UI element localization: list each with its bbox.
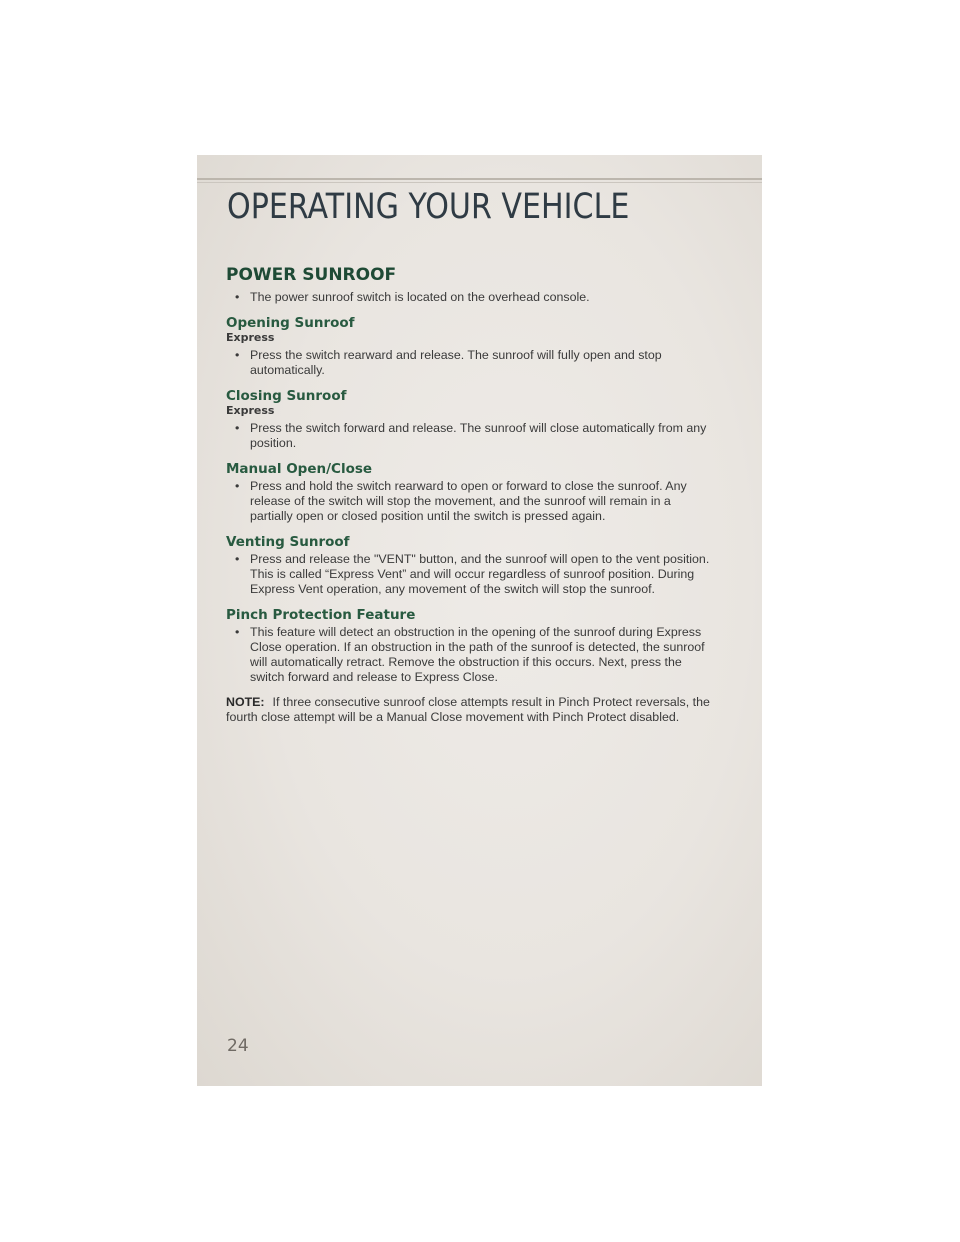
closing-bullet-list [226, 421, 716, 451]
bullet-item: • Press the switch rearward and release. The sunroof will fully open and stop automatically. [233, 348, 716, 378]
manual-page [197, 155, 762, 1086]
heading-manual-open-close: Manual Open/Close [226, 461, 373, 477]
header-rule [197, 178, 762, 180]
note-text: If three consecutive sunroof close attempts result in Pinch Protect reversals, the fourth close attempt will be a Manual Close movement with Pinch Protect disabled. [226, 695, 710, 724]
bullet-item: • Press and hold the switch rearward to open or forward to close the sunroof. Any release of the switch will stop the movement, and the sunroof will remain in a partially open or closed position until the switch is pressed again. [233, 479, 716, 524]
heading-closing-sunroof: Closing Sunroof [226, 388, 347, 404]
intro-bullet-list [226, 290, 716, 305]
heading-opening-sunroof: Opening Sunroof [226, 315, 355, 331]
section-header: OPERATING YOUR VEHICLE [227, 187, 630, 227]
header-rule-thin [197, 182, 762, 183]
page-content [226, 265, 716, 725]
subheading-express-open: Express [226, 331, 275, 344]
subheading-express-close: Express [226, 404, 275, 417]
opening-bullet-list [226, 348, 716, 378]
note-label: NOTE: [226, 695, 265, 709]
manual-bullet-list [226, 479, 716, 524]
pinch-bullet-list [226, 625, 716, 685]
bullet-item: • Press the switch forward and release. The sunroof will close automatically from any position. [233, 421, 716, 451]
heading-pinch-protection: Pinch Protection Feature [226, 607, 416, 623]
venting-bullet-list [226, 552, 716, 597]
note-paragraph [226, 695, 716, 725]
page-title: POWER SUNROOF [226, 265, 397, 285]
bullet-item: • Press and release the "VENT" button, and the sunroof will open to the vent position. This is called “Express Vent” and will occur regardless of sunroof position. During Express Vent operation, any movement of the switch will stop the sunroof. [233, 552, 716, 597]
bullet-item: • The power sunroof switch is located on the overhead console. [233, 290, 716, 305]
heading-venting-sunroof: Venting Sunroof [226, 534, 350, 550]
page-number: 24 [227, 1036, 249, 1056]
bullet-item: • This feature will detect an obstruction in the opening of the sunroof during Express Close operation. If an obstruction in the path of the sunroof is detected, the sunroof will automatically retract. Remove the obstruction if this occurs. Next, press the switch forward and release to Express Close. [233, 625, 716, 685]
